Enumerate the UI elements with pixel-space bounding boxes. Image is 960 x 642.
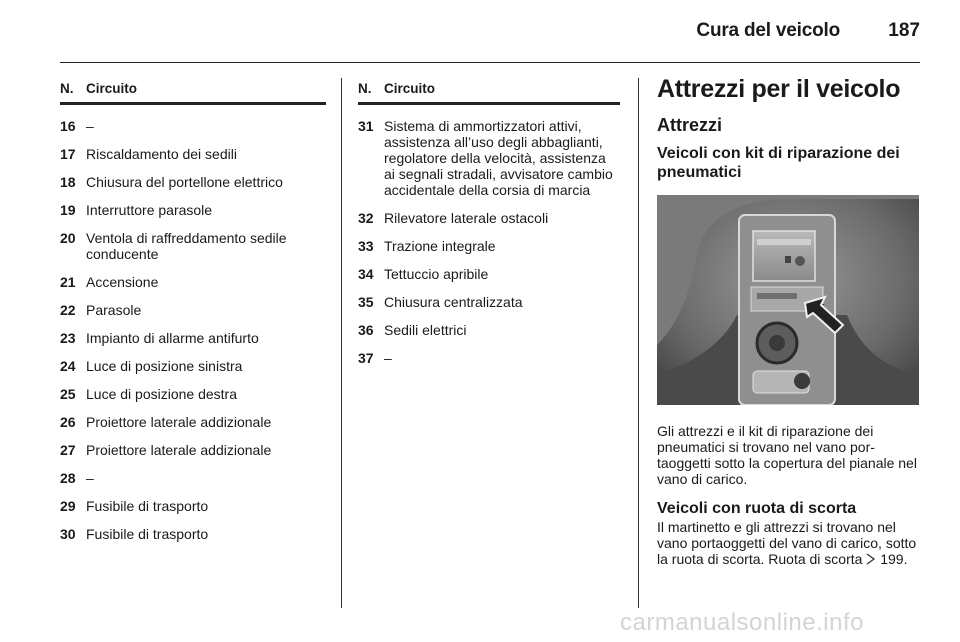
table-row [60, 169, 326, 197]
table-row [60, 493, 326, 521]
col-circuit-header: Circuito [86, 81, 138, 96]
circuit-name: Rilevatore laterale ostacoli [384, 210, 549, 226]
table-row [60, 521, 326, 549]
table-row [358, 317, 620, 345]
table-row [358, 205, 620, 233]
page-number: 187 [888, 20, 920, 41]
table-row [60, 269, 326, 297]
page-reference-arrow-icon[interactable] [866, 551, 876, 567]
col-number-header: N. [358, 81, 372, 96]
table-row [60, 353, 326, 381]
subsection-title-repair-kit: Veicoli con kit di riparazione dei pneumatici [657, 145, 900, 181]
repair-kit-description: Gli attrezzi e il kit di riparazione dei pneumatici si trovano nel vano portaoggetti sotto la copertura del pianale nel vano di carico. [657, 423, 917, 487]
circuit-name: Impianto di allarme antifurto [86, 330, 259, 346]
fuse-table-left [60, 78, 326, 549]
table-row [60, 381, 326, 409]
col-number-header: N. [60, 81, 74, 96]
circuit-name: – [86, 118, 94, 134]
fuse-number: 27 [60, 442, 76, 458]
circuit-name: – [384, 350, 392, 366]
fuse-number: 33 [358, 238, 374, 254]
fuse-number: 24 [60, 358, 76, 374]
table-row [60, 197, 326, 225]
fuse-number: 25 [60, 386, 76, 402]
fuse-number: 34 [358, 266, 374, 282]
circuit-name: Accensione [86, 274, 159, 290]
circuit-name: – [86, 470, 94, 486]
fuse-number: 22 [60, 302, 76, 318]
table-header [60, 78, 326, 105]
table-row [358, 289, 620, 317]
table-row [358, 345, 620, 373]
table-body [60, 113, 326, 549]
circuit-name: Fusibile di trasporto [86, 526, 209, 542]
fuse-number: 23 [60, 330, 76, 346]
fuse-number: 35 [358, 294, 374, 310]
circuit-name: Proiettore laterale addizionale [86, 414, 272, 430]
table-row [60, 297, 326, 325]
circuit-name: Fusibile di trasporto [86, 498, 209, 514]
circuit-name: Proiettore laterale addizionale [86, 442, 272, 458]
column-divider-1 [341, 78, 342, 608]
fuse-number: 16 [60, 118, 76, 134]
circuit-name: Trazione integrale [384, 238, 496, 254]
table-row [358, 233, 620, 261]
table-row [60, 113, 326, 141]
circuit-name: Chiusura del portellone elettrico [86, 174, 283, 190]
fuse-number: 37 [358, 350, 374, 366]
table-header [358, 78, 620, 105]
table-row [60, 409, 326, 437]
table-row [60, 465, 326, 493]
spare-wheel-text: Il martinetto e gli attrezzi si trovano nel vano portaoggetti del vano di carico, sotto la ruota di scorta. Ruota di scorta [657, 519, 917, 567]
circuit-name: Parasole [86, 302, 142, 318]
circuit-name: Riscaldamento dei sedili [86, 146, 237, 162]
fuse-number: 26 [60, 414, 76, 430]
fuse-number: 18 [60, 174, 76, 190]
fuse-number: 29 [60, 498, 76, 514]
fuse-number: 30 [60, 526, 76, 542]
fuse-number: 36 [358, 322, 374, 338]
fuse-table-right [358, 78, 620, 373]
table-row [358, 113, 620, 205]
watermark: carmanualsonline.info [620, 609, 864, 636]
fuse-number: 31 [358, 118, 374, 134]
table-row [60, 437, 326, 465]
page-header [60, 14, 920, 63]
circuit-name: Interruttore parasole [86, 202, 213, 218]
circuit-name: Sistema di ammortizzatori attivi, assistenza all’uso degli abbaglianti, regolatore della velocità, assistenza ai segnali stradali, avvisatore cambio accidentale della corsia di marcia [384, 118, 613, 198]
table-body [358, 113, 620, 373]
section-subtitle: Attrezzi [657, 115, 723, 135]
fuse-number: 20 [60, 230, 76, 246]
table-row [60, 225, 326, 269]
table-row [60, 141, 326, 169]
fuse-number: 19 [60, 202, 76, 218]
page-reference-link[interactable]: 199. [880, 551, 908, 567]
subsection-title-spare-wheel: Veicoli con ruota di scorta [657, 500, 857, 517]
circuit-name: Sedili elettrici [384, 322, 467, 338]
circuit-name: Chiusura centralizzata [384, 294, 523, 310]
section-title: Attrezzi per il veicolo [657, 75, 901, 103]
fuse-number: 21 [60, 274, 76, 290]
table-row [60, 325, 326, 353]
table-row [358, 261, 620, 289]
fuse-number: 32 [358, 210, 374, 226]
tool-compartment-photo [657, 195, 919, 405]
circuit-name: Tettuccio apribile [384, 266, 489, 282]
circuit-name: Luce di posizione destra [86, 386, 237, 402]
column-divider-2 [638, 78, 639, 608]
circuit-name: Luce di posizione sinistra [86, 358, 243, 374]
fuse-number: 28 [60, 470, 76, 486]
chapter-title: Cura del veicolo [696, 20, 840, 41]
col-circuit-header: Circuito [384, 81, 436, 96]
circuit-name: Ventola di raffreddamento sedile conducente [86, 230, 287, 262]
tools-section [657, 75, 921, 567]
spare-wheel-description [657, 519, 921, 567]
fuse-number: 17 [60, 146, 76, 162]
